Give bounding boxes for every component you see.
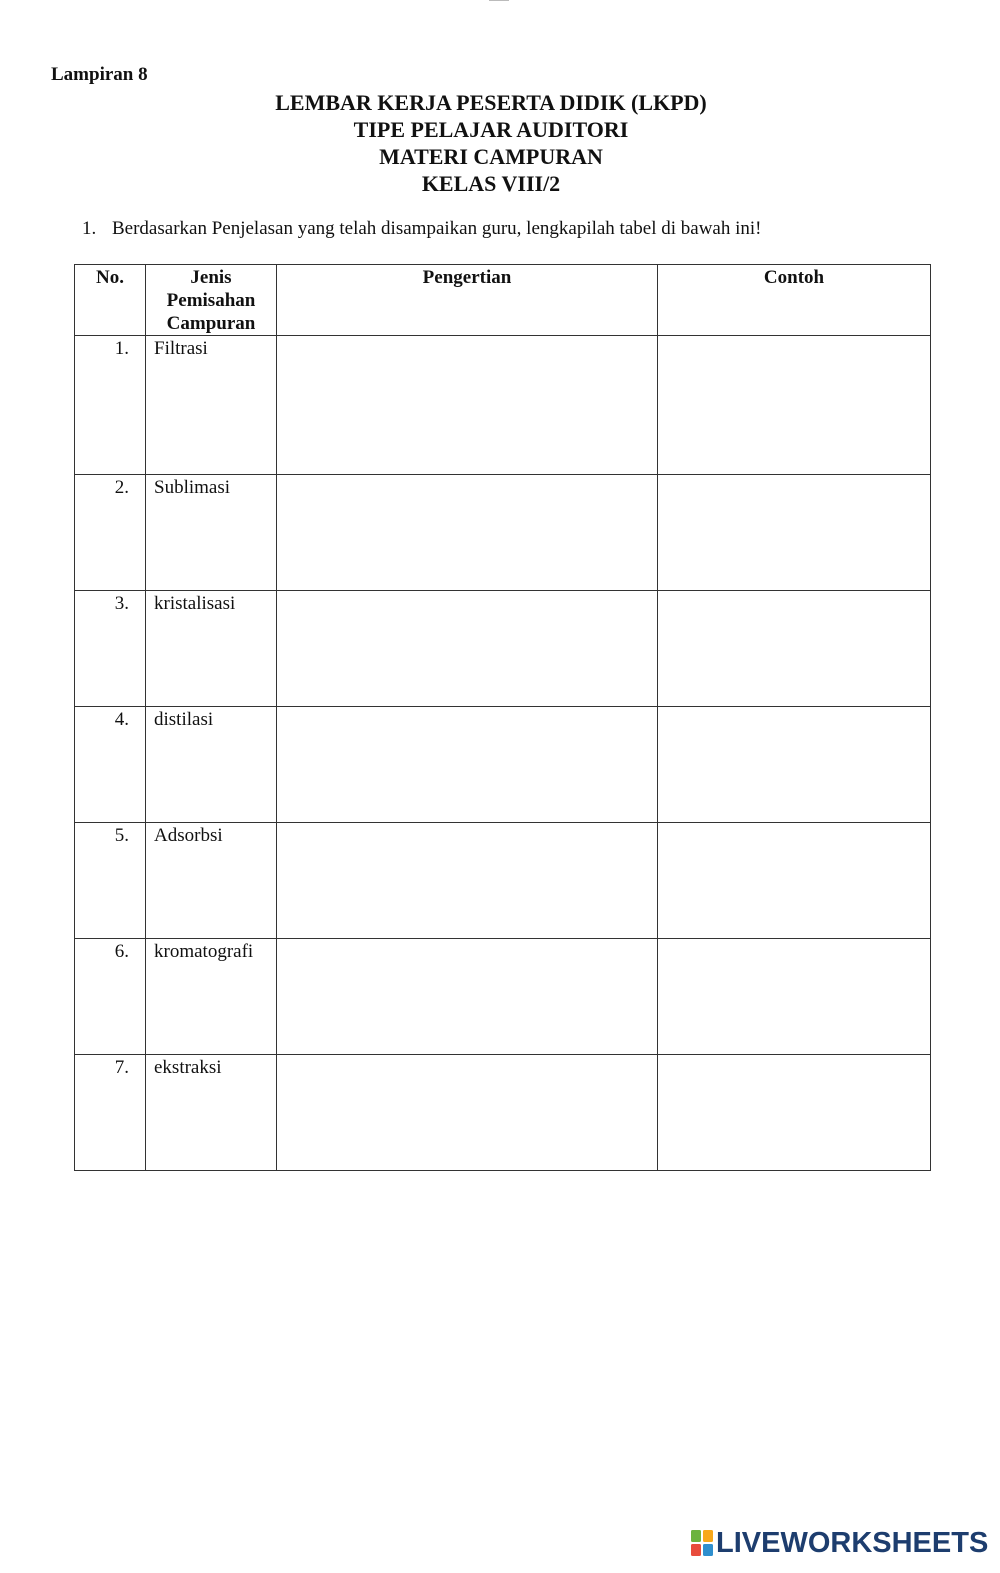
separation-type: kromatografi (146, 939, 277, 1055)
separation-methods-table (74, 264, 931, 1171)
liveworksheets-logo-text: LIVEWORKSHEETS (716, 1526, 989, 1559)
header-type-line-3: Campuran (166, 313, 256, 334)
example-cell[interactable] (658, 707, 931, 823)
definition-cell[interactable] (277, 707, 658, 823)
table-row (75, 707, 931, 823)
example-cell[interactable] (658, 591, 931, 707)
instruction (82, 218, 761, 240)
header-definition: Pengertian (277, 265, 658, 336)
definition-cell[interactable] (277, 823, 658, 939)
example-cell[interactable] (658, 1055, 931, 1171)
table-row (75, 591, 931, 707)
page-top-mark (489, 0, 509, 1)
worksheet-title (0, 89, 982, 197)
separation-type: distilasi (146, 707, 277, 823)
example-cell[interactable] (658, 939, 931, 1055)
liveworksheets-logo-icon (691, 1530, 713, 1556)
header-type-line-2: Pemisahan (166, 290, 256, 311)
appendix-label: Lampiran 8 (51, 64, 148, 85)
separation-type: kristalisasi (146, 591, 277, 707)
separation-type: ekstraksi (146, 1055, 277, 1171)
table-row (75, 475, 931, 591)
liveworksheets-logo (691, 1528, 988, 1558)
definition-cell[interactable] (277, 591, 658, 707)
table-header-row (75, 265, 931, 336)
row-number: 3. (75, 591, 146, 707)
instruction-text: Berdasarkan Penjelasan yang telah disampaikan guru, lengkapilah tabel di bawah ini! (112, 218, 762, 239)
separation-type: Adsorbsi (146, 823, 277, 939)
separation-type: Filtrasi (146, 336, 277, 475)
row-number: 5. (75, 823, 146, 939)
title-line-4: KELAS VIII/2 (421, 171, 561, 196)
table-row (75, 939, 931, 1055)
example-cell[interactable] (658, 823, 931, 939)
instruction-number: 1. (82, 218, 97, 239)
header-type-line-1: Jenis (190, 267, 232, 288)
row-number: 2. (75, 475, 146, 591)
example-cell[interactable] (658, 336, 931, 475)
row-number: 6. (75, 939, 146, 1055)
title-line-3: MATERI CAMPURAN (379, 144, 603, 169)
definition-cell[interactable] (277, 1055, 658, 1171)
header-separation-type (146, 265, 277, 336)
table-row (75, 1055, 931, 1171)
header-no: No. (75, 265, 146, 336)
table-row (75, 336, 931, 475)
row-number: 7. (75, 1055, 146, 1171)
table-row (75, 823, 931, 939)
separation-type: Sublimasi (146, 475, 277, 591)
header-example: Contoh (658, 265, 931, 336)
definition-cell[interactable] (277, 939, 658, 1055)
row-number: 4. (75, 707, 146, 823)
definition-cell[interactable] (277, 475, 658, 591)
row-number: 1. (75, 336, 146, 475)
definition-cell[interactable] (277, 336, 658, 475)
example-cell[interactable] (658, 475, 931, 591)
title-line-2: TIPE PELAJAR AUDITORI (353, 117, 629, 142)
title-line-1: LEMBAR KERJA PESERTA DIDIK (LKPD) (275, 90, 707, 115)
